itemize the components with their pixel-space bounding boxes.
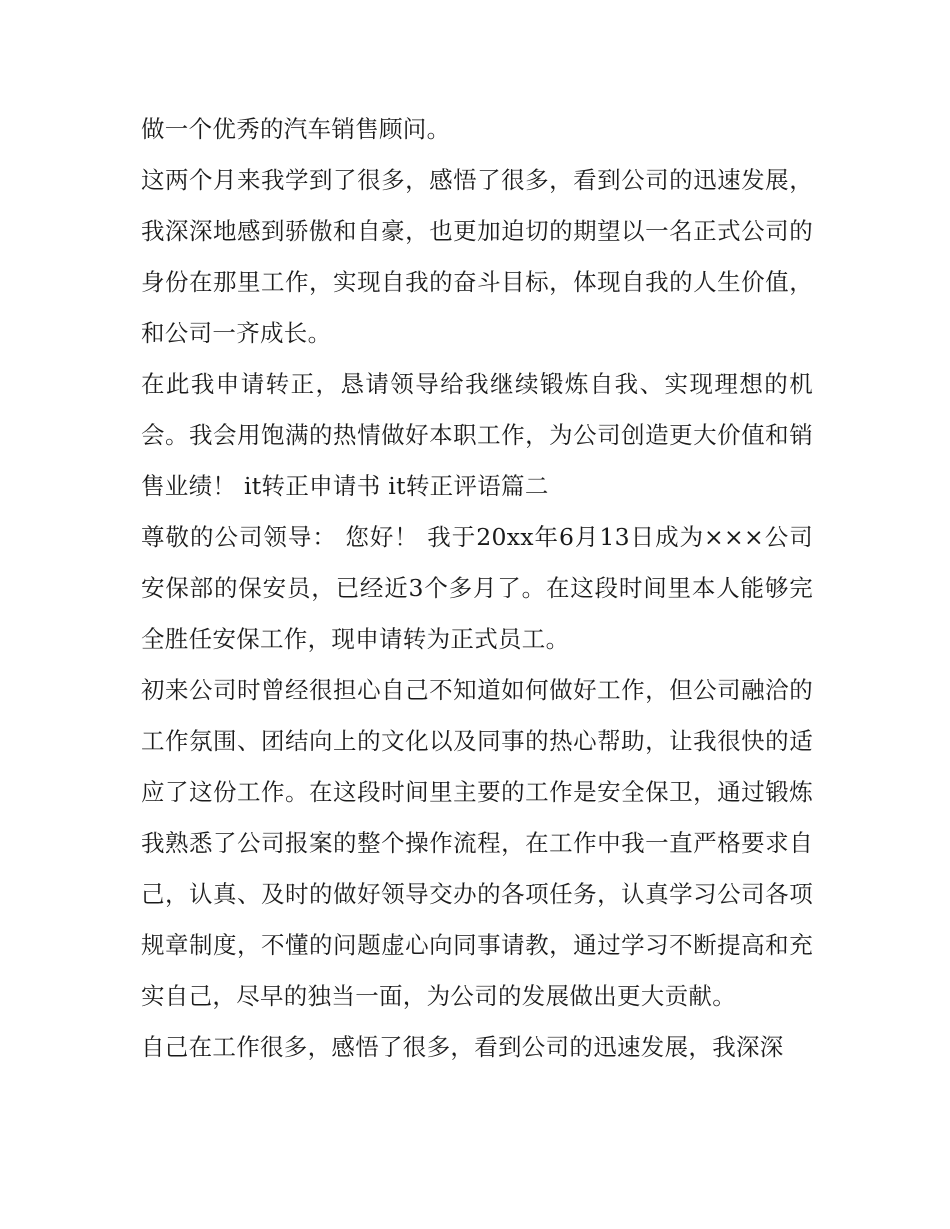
paragraph-closing-line: 做一个优秀的汽车销售顾问。	[141, 115, 451, 143]
paragraph-greeting: 尊敬的公司领导： 您好！ 我于20xx年6月13日成为×××公司安保部的保安员，已经近3个多月了。在这段时间里本人能够完全胜任安保工作，现申请转为正式员工。	[141, 523, 813, 653]
paragraph-experience: 初来公司时曾经很担心自己不知道如何做好工作，但公司融洽的工作氛围、团结向上的文化以及同事的热心帮助，让我很快的适应了这份工作。在这段时间里主要的工作是安全保卫，通过锻炼我熟悉了公司报案的整个操作流程，在工作中我一直严格要求自己，认真、及时的做好领导交办的各项任务，认真学习公司各项规章制度，不懂的问题虚心向同事请教，通过学习不断提高和充实自己，尽早的独当一面，为公司的发展做出更大贡献。	[141, 676, 813, 1010]
paragraph-continuation: 自己在工作很多，感悟了很多，看到公司的迅速发展，我深深	[141, 1033, 784, 1061]
paragraph-request: 在此我申请转正，恳请领导给我继续锻炼自我、实现理想的机会。我会用饱满的热情做好本职工作，为公司创造更大价值和销售业绩！ it转正申请书 it转正评语篇二	[141, 370, 813, 500]
paragraph-growth: 这两个月来我学到了很多，感悟了很多，看到公司的迅速发展，我深深地感到骄傲和自豪，也更加迫切的期望以一名正式公司的身份在那里工作，实现自我的奋斗目标，体现自我的人生价值，和公司一齐成长。	[141, 166, 813, 347]
document-body	[141, 104, 813, 1073]
